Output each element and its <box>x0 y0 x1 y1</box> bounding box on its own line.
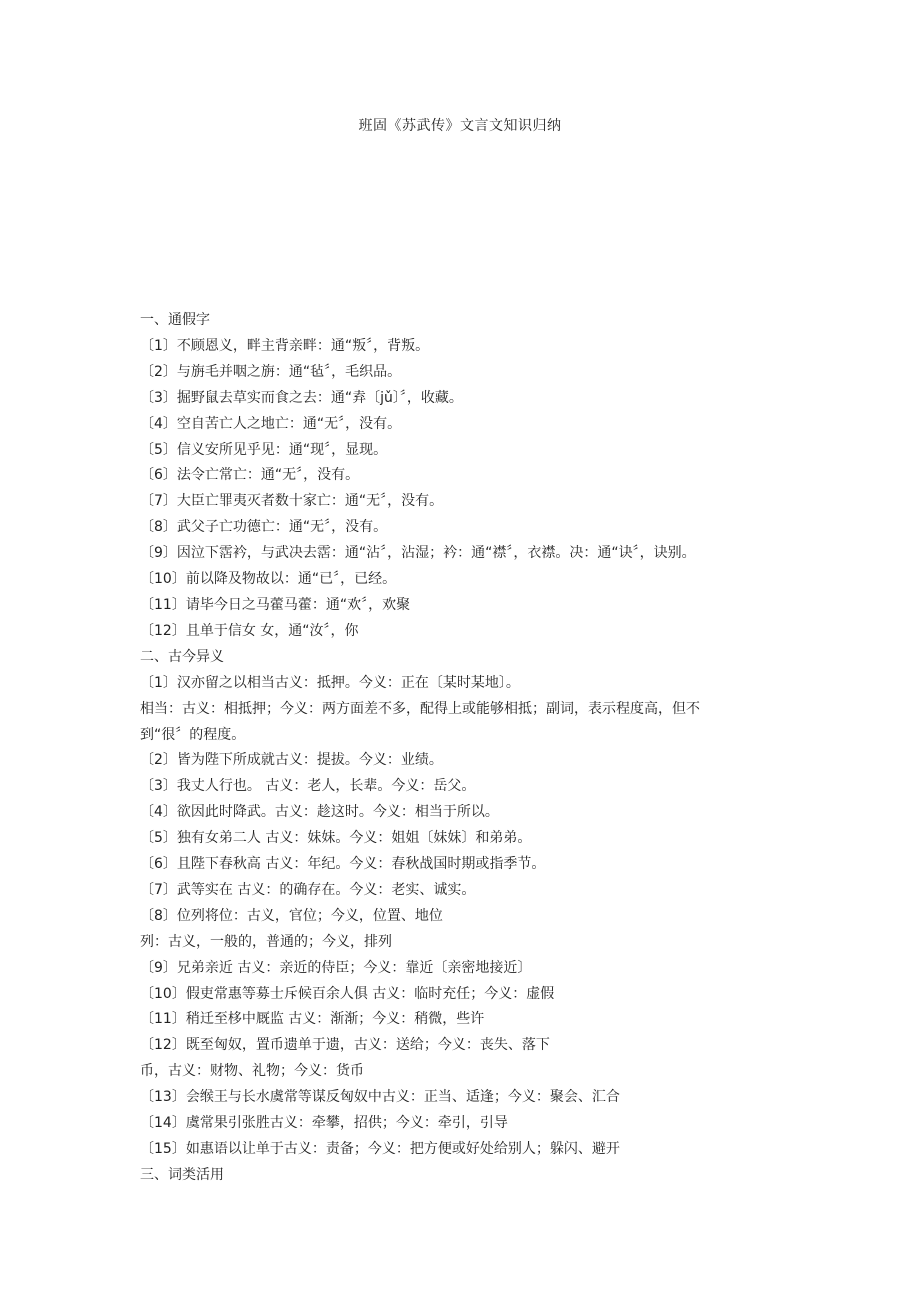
section-heading: 一、通假字 <box>140 312 210 328</box>
list-item: 〔3〕我丈人行也。 古义：老人，长辈。今义：岳父。 <box>140 778 476 795</box>
list-item: 〔3〕掘野鼠去草实而食之去：通“弆〔jǔ〕〞，收藏。 <box>140 389 463 406</box>
list-item: 〔8〕武父子亡功德亡：通“无〞，没有。 <box>140 519 388 536</box>
list-item: 〔9〕因泣下霑衿，与武决去霑：通“沾〞，沾湿；衿：通“襟〞，衣襟。决：通“诀〞，诀别。 <box>140 545 696 562</box>
list-item: 〔2〕皆为陛下所成就古义：提拔。今义：业绩。 <box>140 752 443 769</box>
list-item: 〔4〕空自苦亡人之地亡：通“无〞，没有。 <box>140 415 402 432</box>
list-item: 〔15〕如惠语以让单于古义：责备；今义：把方便或好处给别人；躲闪、避开 <box>140 1141 620 1157</box>
list-item: 〔11〕稍迁至栘中厩监 古义：渐渐；今义：稍微，些许 <box>140 1011 485 1028</box>
list-item: 〔10〕前以降及物故以：通“已〞，已经。 <box>140 571 397 588</box>
list-item: 〔13〕会缑王与长水虞常等谋反匈奴中古义：正当、适逢；今义：聚会、汇合 <box>140 1089 620 1106</box>
list-item: 〔12〕且单于信女 女，通“汝〞，你 <box>140 622 359 639</box>
list-item: 币，古义：财物、礼物；今义：货币 <box>140 1063 364 1080</box>
document-body <box>140 308 790 1189</box>
list-item: 〔14〕虞常果引张胜古义：牵攀，招供；今义：牵引，引导 <box>140 1115 508 1132</box>
document-title: 班固《苏武传》文言文知识归纳 <box>358 118 562 134</box>
list-item: 〔6〕且陛下春秋高 古义：年纪。今义：春秋战国时期或指季节。 <box>140 856 546 873</box>
list-item: 〔11〕请毕今日之马藿马藿：通“欢〞，欢聚 <box>140 596 411 613</box>
list-item: 〔2〕与旃毛并咽之旃：通“毡〞，毛织品。 <box>140 363 402 380</box>
list-item: 〔9〕兄弟亲近 古义：亲近的侍臣；今义：靠近〔亲密地接近〕 <box>140 959 532 976</box>
list-item: 〔10〕假吏常惠等募士斥候百余人俱 古义：临时充任；今义：虚假 <box>140 985 555 1002</box>
list-item: 〔1〕汉亦留之以相当古义：抵押。今义：正在〔某时某地〕。 <box>140 674 520 691</box>
list-item: 〔5〕独有女弟二人 古义：妹妹。今义：姐姐〔妹妹〕和弟弟。 <box>140 830 532 847</box>
section-heading: 二、古今异义 <box>140 648 224 665</box>
list-item: 相当：古义：相抵押；今义：两方面差不多，配得上或能够相抵；副词，表示程度高，但不 <box>140 700 700 717</box>
list-item: 到“很〞的程度。 <box>140 726 246 743</box>
list-item: 〔6〕法令亡常亡：通“无〞，没有。 <box>140 467 360 484</box>
list-item: 〔7〕大臣亡罪夷灭者数十家亡：通“无〞，没有。 <box>140 493 444 510</box>
list-item: 〔1〕不顾恩义，畔主背亲畔：通“叛〞，背叛。 <box>140 337 430 354</box>
list-item: 列：古义，一般的，普通的；今义，排列 <box>140 933 392 950</box>
list-item: 〔7〕武等实在 古义：的确存在。今义：老实、诚实。 <box>140 881 476 898</box>
list-item: 〔5〕信义安所见乎见：通“现〞，显现。 <box>140 441 388 458</box>
list-item: 〔8〕位列将位：古义，官位；今义，位置、地位 <box>140 907 443 924</box>
section-heading: 三、词类活用 <box>140 1166 224 1183</box>
list-item: 〔12〕既至匈奴，置币遗单于遗，古义：送给；今义：丧失、落下 <box>140 1037 550 1054</box>
list-item: 〔4〕欲因此时降武。古义：趁这时。今义：相当于所以。 <box>140 804 499 821</box>
